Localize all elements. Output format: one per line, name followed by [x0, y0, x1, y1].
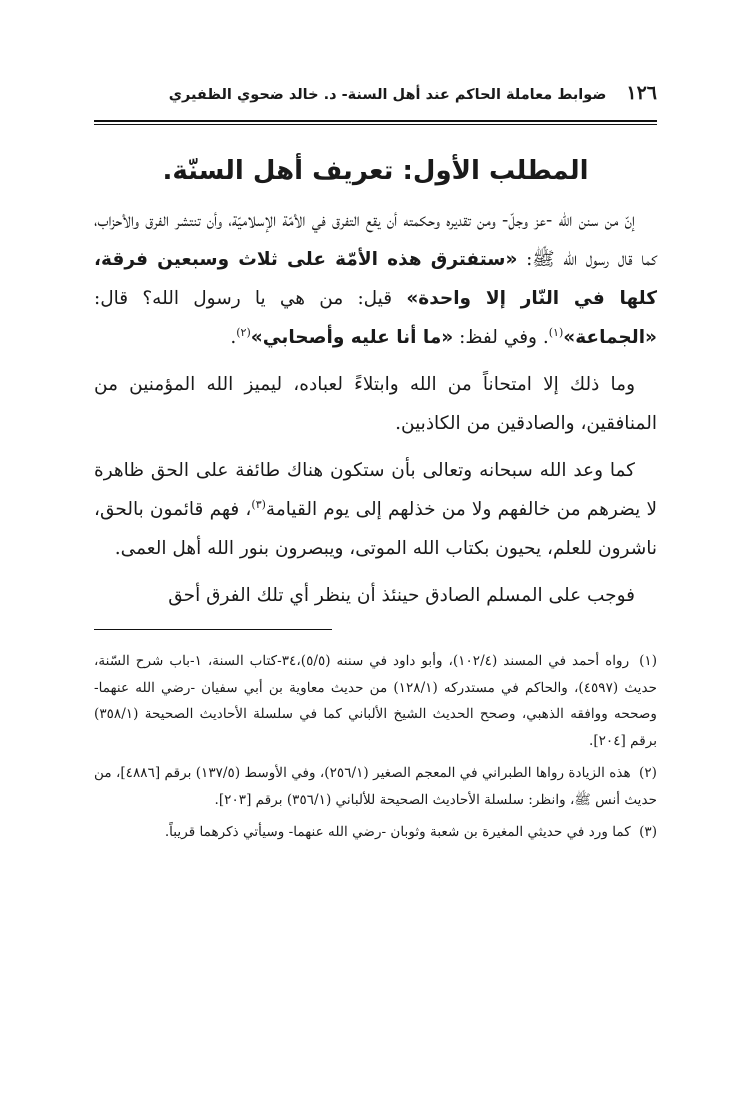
paragraph-3-after: ، فهم قائمون بالحق، ناشرون للعلم، يحيون بكتاب الله الموتى، ويبصرون بنور الله أهل العمى.	[94, 499, 657, 559]
question-text: قيل: من هي يا رسول الله؟ قال:	[94, 288, 407, 309]
paragraph-3-before: كما وعد الله سبحانه وتعالى بأن ستكون هناك طائفة على الحق ظاهرة لا يضرهم من خالفهم ولا من خذلهم إلى يوم القيامة	[94, 460, 658, 520]
variant-quote: «ما أنا عليه وأصحابي»	[250, 327, 454, 348]
footnote-ref-2[interactable]: (٢)	[236, 325, 251, 339]
paragraph-1	[94, 201, 657, 357]
footnote-2	[94, 760, 657, 813]
paragraph-1-intro: إنّ من سنن الله -عز وجلّ- ومن تقديره وحكمته أن يقع التفرق في الأمّة الإسلاميّة، وأن تنتشر الفرق والأحزاب، كما قال رسول الله ﷺ:	[94, 210, 657, 270]
page-number: ١٢٦	[626, 82, 657, 104]
running-title: ضوابط معاملة الحاكم عند أهل السنة- د. خالد ضحوي الظفيري	[168, 87, 607, 103]
footnote-text: رواه أحمد في المسند (١٠٢/٤)، وأبو داود في سننه (٥/٥)،٣٤-كتاب السنة، ١-باب شرح السّنة، حديث (٤٥٩٧)، والحاكم في مستدركه (١٢٨/١) من حديث معاوية بن أبي سفيان -رضي الله عنهما- وصححه ووافقه الذهبي، وصحح الحديث الشيخ الألباني كما في سلسلة الأحاديث الصحيحة (٣٥٨/١) برقم [٢٠٤].	[94, 653, 658, 749]
answer-quote: «الجماعة»	[563, 327, 657, 348]
page-header	[94, 82, 657, 120]
footnote-text: هذه الزيادة رواها الطبراني في المعجم الصغير (٢٥٦/١)، وفي الأوسط (١٣٧/٥) برقم [٤٨٨٦]، من حديث أنس ﷺ، وانظر: سلسلة الأحاديث الصحيحة للألباني (٣٥٦/١) برقم [٢٠٣].	[94, 765, 657, 808]
footnote-text: كما ورد في حديثي المغيرة بن شعبة وثوبان -رضي الله عنهما- وسيأتي ذكرهما قريباً.	[164, 824, 631, 840]
paragraph-4: فوجب على المسلم الصادق حينئذ أن ينظر أي تلك الفرق أحق	[168, 585, 635, 606]
footnote-ref-1[interactable]: (١)	[548, 325, 564, 339]
footnote-1	[94, 648, 657, 754]
footnote-ref-3[interactable]: (٣)	[251, 497, 266, 511]
paragraph-1-end: .	[230, 327, 237, 348]
section-separator: :	[402, 156, 413, 186]
footnote-number: (٣)	[639, 824, 657, 840]
paragraph-2: وما ذلك إلا امتحاناً من الله وابتلاءً لعباده، ليميز الله المؤمنين من المنافقين، والصادقين من الكاذبين.	[94, 374, 657, 434]
section-heading-text: تعريف أهل السنّة.	[162, 156, 394, 186]
footnote-number: (٢)	[639, 765, 657, 781]
footnote-number: (١)	[639, 653, 658, 669]
section-title	[94, 151, 657, 191]
paragraph-3	[94, 451, 657, 568]
variant-intro: . وفي لفظ:	[453, 327, 549, 348]
hadith-quote: «ستفترق هذه الأمّة على ثلاث وسبعين فرقة، كلها في النّار إلا واحدة»	[94, 249, 657, 309]
footnote-3	[94, 819, 657, 846]
section-label: المطلب الأول	[412, 156, 589, 186]
header-rule	[94, 120, 657, 125]
footnotes	[94, 648, 657, 846]
book-page	[94, 82, 657, 1082]
footnote-rule	[94, 629, 332, 630]
